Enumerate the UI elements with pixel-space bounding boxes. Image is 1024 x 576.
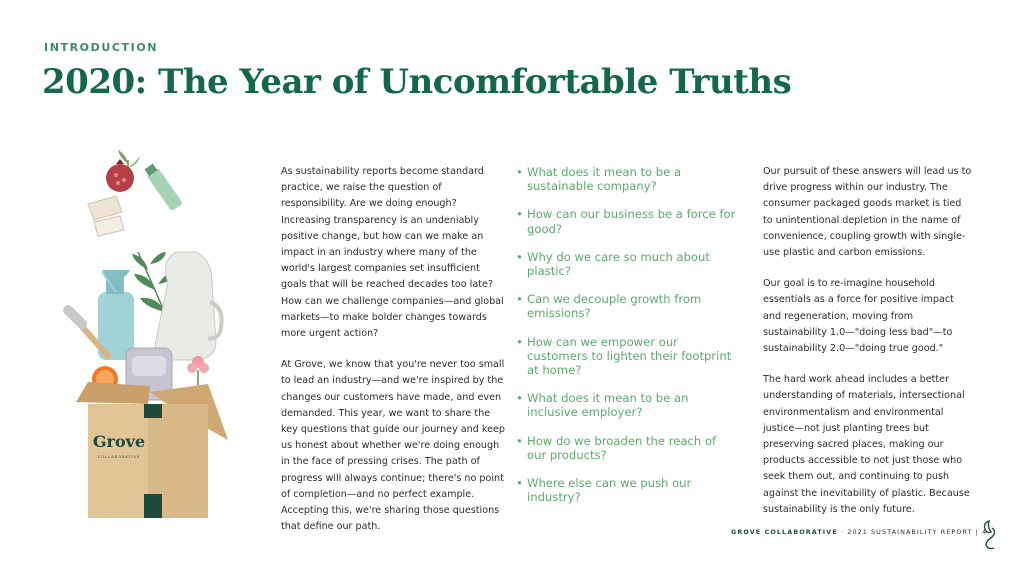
glass-jug-icon — [155, 252, 221, 360]
question-text: What does it mean to be an inclusive employer? — [527, 391, 689, 420]
footer-report-title: 2021 SUSTAINABILITY REPORT — [847, 528, 973, 536]
question-item — [516, 165, 736, 193]
question-item — [516, 434, 736, 462]
bullet-icon: • — [516, 165, 523, 179]
question-item — [516, 476, 736, 504]
question-item — [516, 292, 736, 320]
questions-list — [516, 165, 736, 518]
box-sub-label: COLLABORATIVE — [97, 455, 141, 459]
goal-paragraph-2: Our goal is to re-imagine household essentials as a force for positive impact and regeneration, moving from sustainability 1.0—"doing less bad"—to sustainability 2.0—"doing true good." — [763, 278, 954, 355]
bullet-icon: • — [516, 334, 523, 349]
bullet-icon: • — [516, 249, 523, 264]
question-text: How can we empower our customers to lighten their footprint at home? — [527, 334, 732, 378]
question-text: How do we broaden the reach of our products? — [527, 433, 717, 462]
pomegranate-icon — [106, 159, 134, 192]
footer-separator: · — [840, 528, 845, 536]
product-box-illustration — [58, 142, 243, 522]
page-number: 4 — [982, 528, 988, 536]
intro-column-right — [763, 164, 973, 533]
bullet-icon: • — [516, 476, 523, 491]
bullet-icon: • — [516, 292, 523, 307]
question-text: Why do we care so much about plastic? — [527, 249, 710, 279]
bullet-icon: • — [516, 207, 523, 222]
question-item — [516, 207, 736, 235]
question-item — [516, 391, 736, 419]
grove-logo-icon — [980, 518, 998, 550]
bullet-icon: • — [516, 433, 523, 448]
intro-paragraph-2: At Grove, we know that you're never too small to lead an industry—and we're inspired by the changes our customers have made, and even demanded. This year, we want to share the key questions that guide our journey and keep us honest about whether we're doing enough in the face of pressing crises. The path of progress will always continue; there's no point of completion—and no perfect example. Accepting this, we're sharing those questions that define our path. — [281, 359, 506, 533]
intro-paragraph-1: As sustainability reports become standard practice, we raise the question of responsibility. Are we doing enough? Increasing transparency is an undeniably positive change, but how can we make an impact in an industry where many of the world's largest companies set insufficient goals that will be reached decades too late? How can we challenge companies—and global markets—to make bolder changes towards more urgent action? — [281, 166, 504, 340]
bullet-icon: • — [516, 391, 523, 406]
question-text: How can our business be a force for good? — [527, 207, 736, 236]
page-footer — [731, 528, 987, 536]
tube-icon — [143, 163, 183, 212]
goal-paragraph-1: Our pursuit of these answers will lead us to drive progress within our industry. The consumer packaged goods market is tied to unintentional depletion in the name of convenience, coupling growth with single-use plastic and carbon emissions. — [763, 166, 972, 259]
question-text: What does it mean to be a sustainable company? — [527, 165, 682, 194]
box-brand-label: Grove — [92, 432, 146, 451]
goal-paragraph-3: The hard work ahead includes a better understanding of materials, intersectional environmentalism and environmental justice—not just planting trees but preserving sacred places, making our products accessible to not just those who seek them out, and continuing to push against the inevitability of plastic. Because sustainability is the only future. — [763, 374, 970, 515]
intro-column-left — [281, 164, 507, 550]
page-title: 2020: The Year of Uncomfortable Truths — [42, 62, 792, 102]
question-text: Can we decouple growth from emissions? — [527, 292, 702, 321]
footer-divider: | — [975, 528, 979, 536]
question-item — [516, 335, 736, 378]
soap-bars-icon — [88, 196, 124, 236]
section-eyebrow: INTRODUCTION — [44, 41, 159, 54]
question-item — [516, 250, 736, 278]
footer-brand: GROVE COLLABORATIVE — [731, 528, 838, 536]
question-text: Where else can we push our industry? — [527, 476, 692, 505]
